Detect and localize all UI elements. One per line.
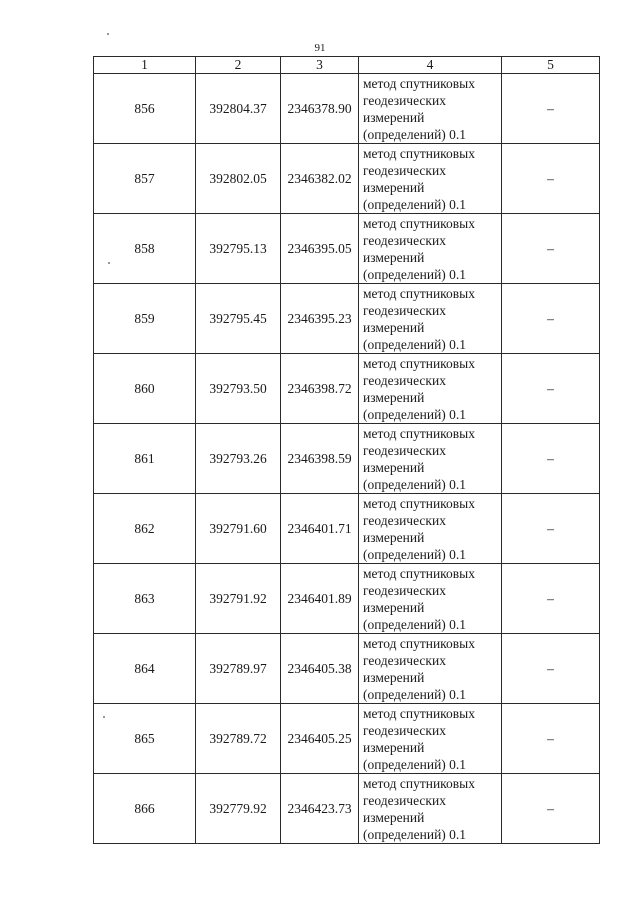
column-header: 1 (94, 57, 196, 74)
method-text-line: геодезических (363, 792, 446, 808)
x-coordinate-cell: 392795.13 (196, 214, 281, 284)
column-header: 4 (359, 57, 502, 74)
method-cell (359, 494, 502, 564)
method-cell (359, 284, 502, 354)
table-row (94, 564, 600, 634)
method-text-line: измерений (363, 109, 425, 125)
y-coordinate-cell: 2346423.73 (281, 774, 359, 844)
method-text-line: геодезических (363, 232, 446, 248)
method-text-line: (определений) 0.1 (363, 196, 467, 212)
x-coordinate-cell: 392791.60 (196, 494, 281, 564)
method-text-line: (определений) 0.1 (363, 686, 467, 702)
method-text-line: метод спутниковых (363, 565, 475, 581)
table-row (94, 424, 600, 494)
method-text-line: измерений (363, 389, 425, 405)
x-coordinate-cell: 392802.05 (196, 144, 281, 214)
method-text-line: измерений (363, 249, 425, 265)
y-coordinate-cell: 2346378.90 (281, 74, 359, 144)
table-header-row (94, 57, 600, 74)
method-text-line: измерений (363, 739, 425, 755)
method-text-line: метод спутниковых (363, 145, 475, 161)
table-body (94, 74, 600, 844)
method-text-line: метод спутниковых (363, 495, 475, 511)
method-text-line: геодезических (363, 162, 446, 178)
method-text-line: метод спутниковых (363, 215, 475, 231)
coordinates-table (93, 56, 600, 844)
point-number-cell: 863 (94, 564, 196, 634)
method-text-line: метод спутниковых (363, 775, 475, 791)
method-text-line: геодезических (363, 512, 446, 528)
scan-speck (107, 33, 109, 35)
method-cell (359, 774, 502, 844)
method-text-line: измерений (363, 599, 425, 615)
column-header: 3 (281, 57, 359, 74)
method-cell (359, 634, 502, 704)
method-text-line: геодезических (363, 92, 446, 108)
method-text-line: измерений (363, 319, 425, 335)
method-cell (359, 564, 502, 634)
note-cell: – (502, 214, 600, 284)
method-text-line: метод спутниковых (363, 705, 475, 721)
note-cell: – (502, 284, 600, 354)
table-row (94, 774, 600, 844)
method-text-line: (определений) 0.1 (363, 476, 467, 492)
note-cell: – (502, 774, 600, 844)
x-coordinate-cell: 392804.37 (196, 74, 281, 144)
y-coordinate-cell: 2346395.05 (281, 214, 359, 284)
y-coordinate-cell: 2346401.89 (281, 564, 359, 634)
method-text-line: метод спутниковых (363, 355, 475, 371)
point-number-cell: 859 (94, 284, 196, 354)
method-text-line: метод спутниковых (363, 285, 475, 301)
y-coordinate-cell: 2346405.38 (281, 634, 359, 704)
method-text-line: метод спутниковых (363, 75, 475, 91)
method-text-line: измерений (363, 809, 425, 825)
y-coordinate-cell: 2346401.71 (281, 494, 359, 564)
method-cell (359, 74, 502, 144)
x-coordinate-cell: 392779.92 (196, 774, 281, 844)
x-coordinate-cell: 392789.97 (196, 634, 281, 704)
note-cell: – (502, 74, 600, 144)
method-text-line: геодезических (363, 442, 446, 458)
y-coordinate-cell: 2346398.59 (281, 424, 359, 494)
x-coordinate-cell: 392789.72 (196, 704, 281, 774)
method-cell (359, 424, 502, 494)
method-text-line: (определений) 0.1 (363, 336, 467, 352)
method-text-line: (определений) 0.1 (363, 616, 467, 632)
method-text-line: (определений) 0.1 (363, 756, 467, 772)
note-cell: – (502, 424, 600, 494)
method-cell (359, 214, 502, 284)
method-text-line: геодезических (363, 372, 446, 388)
note-cell: – (502, 494, 600, 564)
method-text-line: геодезических (363, 652, 446, 668)
point-number-cell: 862 (94, 494, 196, 564)
y-coordinate-cell: 2346382.02 (281, 144, 359, 214)
table-row (94, 494, 600, 564)
method-cell (359, 704, 502, 774)
method-text-line: геодезических (363, 582, 446, 598)
method-text-line: измерений (363, 669, 425, 685)
point-number-cell: 856 (94, 74, 196, 144)
column-header: 2 (196, 57, 281, 74)
y-coordinate-cell: 2346398.72 (281, 354, 359, 424)
note-cell: – (502, 144, 600, 214)
method-cell (359, 144, 502, 214)
x-coordinate-cell: 392791.92 (196, 564, 281, 634)
point-number-cell: 858 (94, 214, 196, 284)
method-text-line: геодезических (363, 722, 446, 738)
method-text-line: (определений) 0.1 (363, 406, 467, 422)
table-row (94, 144, 600, 214)
point-number-cell: 860 (94, 354, 196, 424)
method-text-line: (определений) 0.1 (363, 126, 467, 142)
y-coordinate-cell: 2346395.23 (281, 284, 359, 354)
method-text-line: измерений (363, 529, 425, 545)
note-cell: – (502, 564, 600, 634)
point-number-cell: 866 (94, 774, 196, 844)
point-number-cell: 864 (94, 634, 196, 704)
point-number-cell: 861 (94, 424, 196, 494)
note-cell: – (502, 354, 600, 424)
note-cell: – (502, 634, 600, 704)
method-text-line: измерений (363, 179, 425, 195)
method-text-line: (определений) 0.1 (363, 826, 467, 842)
table-row (94, 74, 600, 144)
y-coordinate-cell: 2346405.25 (281, 704, 359, 774)
method-text-line: (определений) 0.1 (363, 546, 467, 562)
x-coordinate-cell: 392793.26 (196, 424, 281, 494)
method-text-line: геодезических (363, 302, 446, 318)
column-header: 5 (502, 57, 600, 74)
method-text-line: измерений (363, 459, 425, 475)
point-number-cell: 857 (94, 144, 196, 214)
note-cell: – (502, 704, 600, 774)
x-coordinate-cell: 392795.45 (196, 284, 281, 354)
x-coordinate-cell: 392793.50 (196, 354, 281, 424)
table-row (94, 704, 600, 774)
method-text-line: (определений) 0.1 (363, 266, 467, 282)
table-row (94, 634, 600, 704)
method-cell (359, 354, 502, 424)
table-row (94, 354, 600, 424)
table-row (94, 214, 600, 284)
method-text-line: метод спутниковых (363, 635, 475, 651)
table-row (94, 284, 600, 354)
method-text-line: метод спутниковых (363, 425, 475, 441)
page-number: 91 (314, 42, 326, 54)
point-number-cell: 865 (94, 704, 196, 774)
